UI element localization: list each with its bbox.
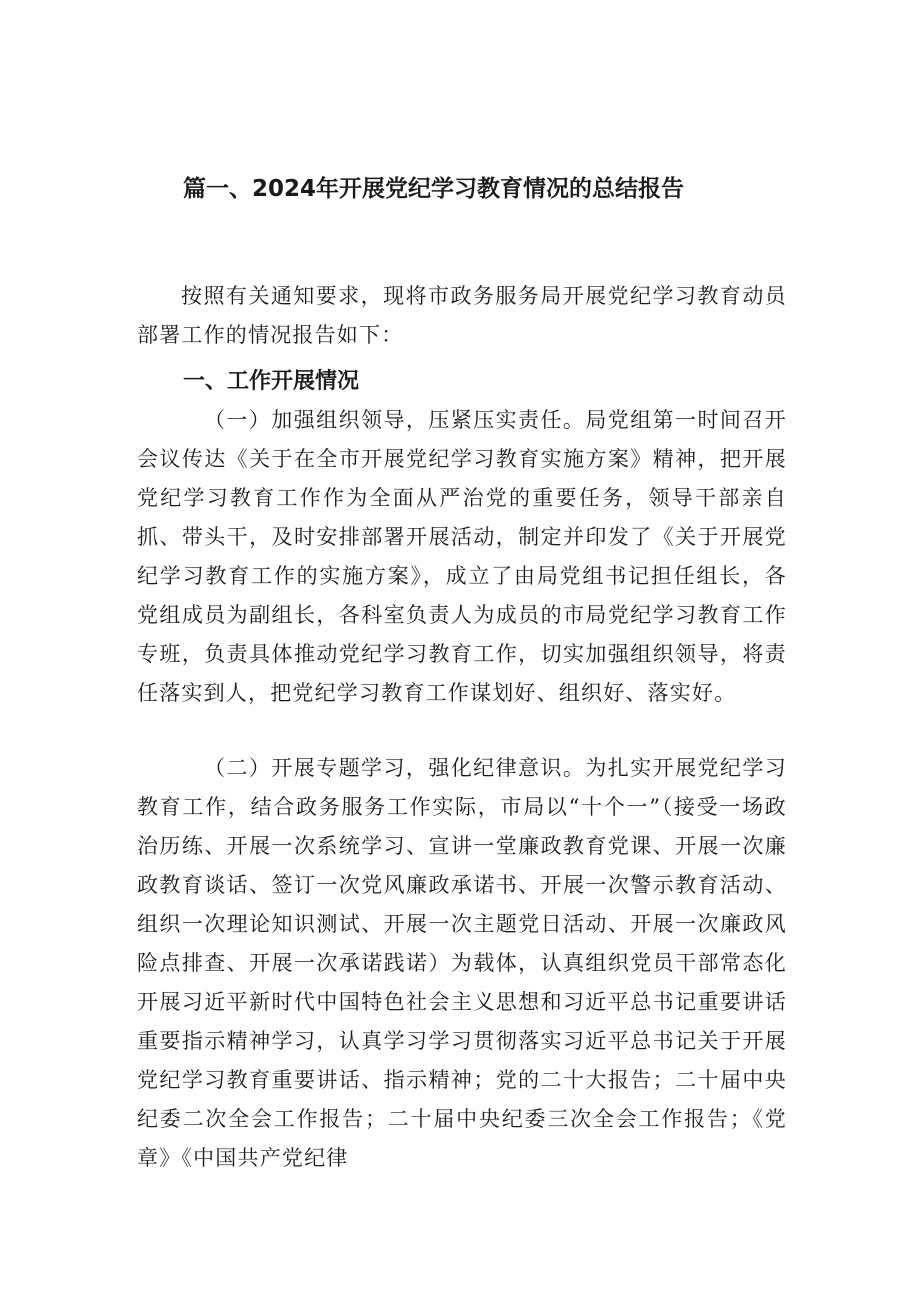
section-heading: 一、工作开展情况 — [183, 369, 360, 394]
paragraph-organization: （一）加强组织领导，压紧压实责任。局党组第一时间召开会议传达《关于在全市开展党纪学习教育实施方案》精神，把开展党纪学习教育工作作为全面从严治党的重要任务，领导干部亲自抓、带头干，及时安排部署开展活动，制定并印发了《关于开展党纪学习教育工作的实施方案》，成立了由局党组书记担任组长，各党组成员为副组长，各科室负责人为成员的市局党纪学习教育工作专班，负责具体推动党纪学习教育工作，切实加强组织领导，将责任落实到人，把党纪学习教育工作谋划好、组织好、落实好。 — [137, 408, 787, 705]
paragraph-study: （二）开展专题学习，强化纪律意识。为扎实开展党纪学习教育工作，结合政务服务工作实际，市局以“十个一”（接受一场政治历练、开展一次系统学习、宣讲一堂廉政教育党课、开展一次廉政教育谈话、签订一次党风廉政承诺书、开展一次警示教育活动、组织一次理论知识测试、开展一次主题党日活动、开展一次廉政风险点排查、开展一次承诺践诺）为载体，认真组织党员干部常态化开展习近平新时代中国特色社会主义思想和习近平总书记重要讲话重要指示精神学习，认真学习学习贯彻落实习近平总书记关于开展党纪学习教育重要讲话、指示精神；党的二十大报告；二十届中央纪委二次全会工作报告；二十届中央纪委三次全会工作报告；《党章》《中国共产党纪律 — [137, 756, 787, 1170]
intro-paragraph: 按照有关通知要求，现将市政务服务局开展党纪学习教育动员部署工作的情况报告如下： — [137, 284, 787, 347]
document-title: 篇一、2024年开展党纪学习教育情况的总结报告 — [183, 176, 685, 202]
